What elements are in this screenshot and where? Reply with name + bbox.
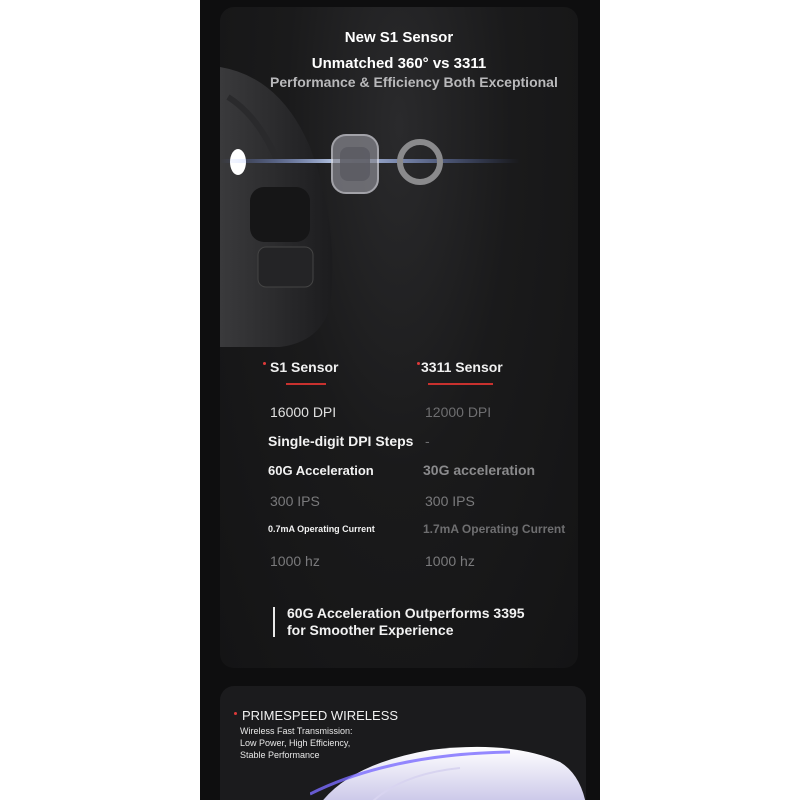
- callout-text: [287, 605, 525, 639]
- callout-bar: [273, 607, 275, 637]
- spec-s1-current: 0.7mA Operating Current: [268, 524, 375, 534]
- wireless-bullet-dot: [234, 712, 237, 715]
- spec-3311-ips: 300 IPS: [425, 493, 475, 509]
- headline-line-1: New S1 Sensor: [344, 29, 454, 46]
- callout-line-2: for Smoother Experience: [287, 622, 454, 638]
- spec-3311-dpi-steps: -: [425, 433, 430, 449]
- wireless-description: Wireless Fast Transmission: Low Power, High Efficiency, Stable Performance: [240, 726, 353, 760]
- column-header-s1: S1 Sensor: [270, 359, 339, 375]
- 3311-underline: [428, 383, 493, 385]
- spec-s1-polling: 1000 hz: [270, 553, 320, 569]
- s1-underline: [286, 383, 326, 385]
- spec-s1-ips: 300 IPS: [270, 493, 320, 509]
- spec-3311-acceleration: 30G acceleration: [423, 462, 536, 478]
- headline-line-2: Unmatched 360° vs 3311: [311, 55, 487, 72]
- spec-s1-dpi: 16000 DPI: [270, 404, 337, 420]
- wireless-mouse-image: [310, 744, 586, 800]
- spec-3311-dpi: 12000 DPI: [425, 404, 492, 420]
- wireless-card: [220, 686, 586, 800]
- spec-3311-polling: 1000 hz: [425, 553, 475, 569]
- callout-line-1: 60G Acceleration Outperforms 3395: [287, 605, 525, 621]
- wireless-title: PRIMESPEED WIRELESS: [242, 708, 399, 723]
- product-page-strip: [200, 0, 600, 800]
- 3311-bullet-dot: [417, 362, 420, 365]
- s1-bullet-dot: [263, 362, 266, 365]
- column-header-3311: 3311 Sensor: [421, 359, 503, 375]
- spec-3311-current: 1.7mA Operating Current: [423, 522, 566, 536]
- headline-subtitle: Performance & Efficiency Both Exceptional: [270, 74, 558, 90]
- sensor-comparison-card: [220, 7, 578, 668]
- spec-s1-acceleration: 60G Acceleration: [268, 463, 374, 478]
- mouse-sensor-image: [220, 57, 578, 347]
- spec-s1-dpi-steps: Single-digit DPI Steps: [268, 433, 414, 449]
